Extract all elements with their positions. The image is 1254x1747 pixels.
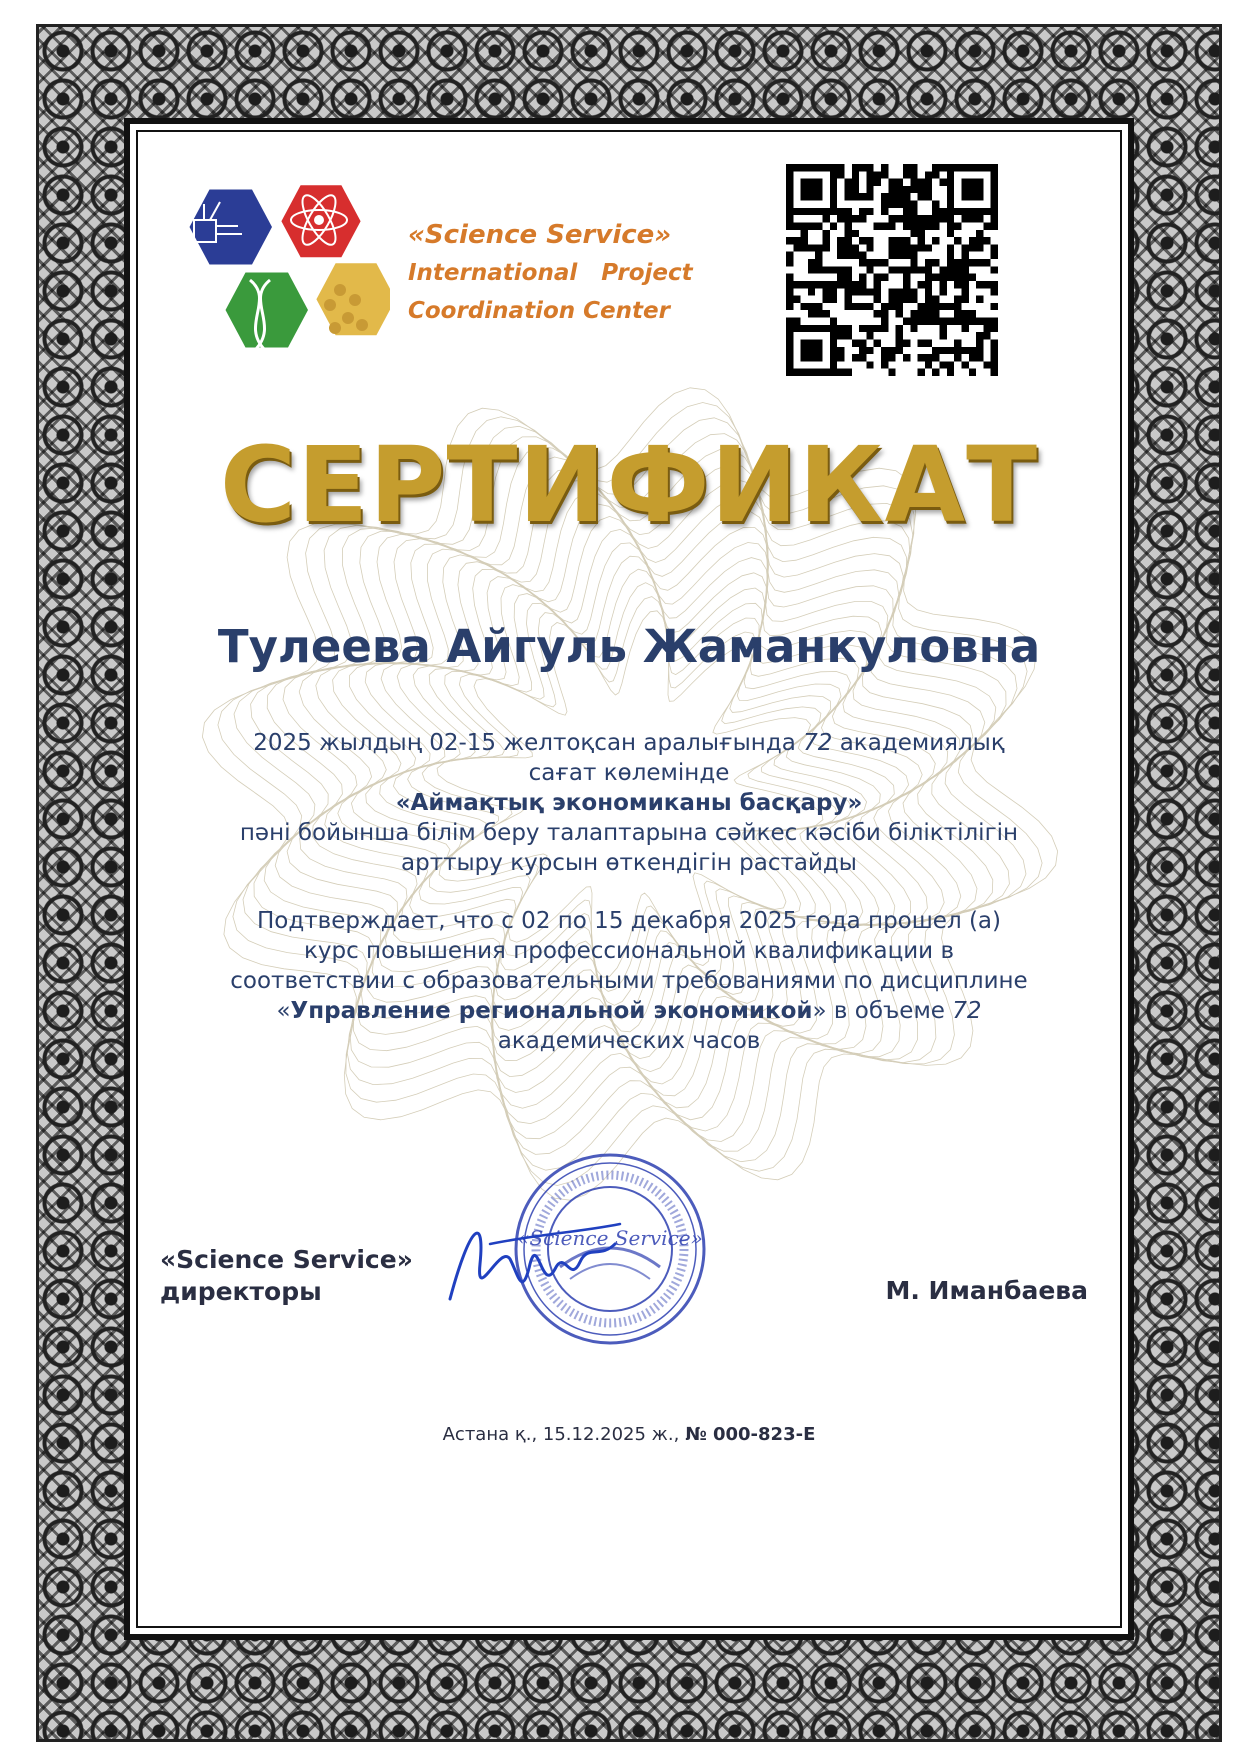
organization-name: «Science Service» xyxy=(408,220,672,250)
ru-course-name: Управление региональной экономикой xyxy=(290,998,813,1024)
certificate-number: № 000-823-Е xyxy=(685,1424,816,1445)
organization-block xyxy=(408,216,708,330)
organization-subtitle-line1: International Project xyxy=(408,260,693,286)
ru-line-4: «Управление региональной экономикой» в объеме 72 xyxy=(276,998,982,1024)
certificate-page xyxy=(124,118,1134,1640)
certificate-title: СЕРТИФИКАТ xyxy=(219,424,1039,546)
recipient-name: Тулеева Айгуль Жаманкуловна xyxy=(217,620,1041,673)
kz-line-2: сағат көлемінде xyxy=(528,760,730,786)
signatory-title-block xyxy=(160,1244,460,1308)
stamp-logo-text: «Science Service» xyxy=(517,1226,703,1250)
russian-confirmation-text xyxy=(150,906,1108,1056)
ru-line-1: Подтверждает, что с 02 по 15 декабря 2025 года прошел (а) xyxy=(257,908,1001,934)
kz-line-4: пәні бойынша білім беру талаптарына сәйкес кәсіби біліктілігін xyxy=(239,820,1019,846)
kz-hours: 72 xyxy=(803,730,833,756)
kz-line-5: арттыру курсын өткендігін растайды xyxy=(401,850,857,876)
signatory-org: «Science Service» xyxy=(160,1245,413,1274)
kazakh-confirmation-text xyxy=(150,728,1108,878)
handwritten-signature xyxy=(430,1204,630,1324)
signatory-title: директоры xyxy=(160,1277,322,1306)
ru-line-5: академических часов xyxy=(497,1028,761,1054)
signatory-name: М. Иманбаева xyxy=(885,1276,1088,1305)
ru-line-2: курс повышения профессиональной квалификации в xyxy=(303,938,954,964)
kz-line-1: 2025 жылдың 02-15 желтоқсан аралығында 72 академиялық xyxy=(253,730,1005,756)
ru-line-3: соответствии с образовательными требованиями по дисциплине xyxy=(230,968,1028,994)
qr-code xyxy=(786,164,998,376)
organization-subtitle-line2: Coordination Center xyxy=(408,298,670,324)
kz-course-name: «Аймақтық экономиканы басқару» xyxy=(395,790,863,816)
science-service-logo xyxy=(180,180,390,375)
footer-place-date-text: Астана қ., 15.12.2025 ж., xyxy=(442,1424,686,1445)
ru-hours: 72 xyxy=(952,998,982,1024)
footer-place-date xyxy=(130,1424,1128,1445)
